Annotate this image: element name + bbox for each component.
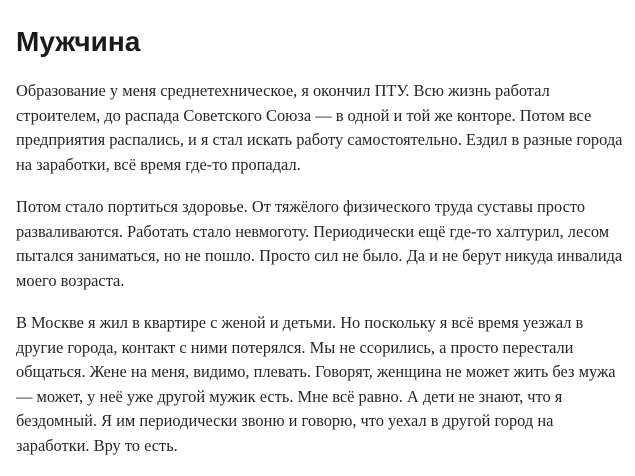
article-title: Мужчина	[16, 26, 141, 57]
article-paragraph-1: Образование у меня среднетехническое, я окончил ПТУ. Всю жизнь работал строителем, до распада Советского Союза — в одной и той же конторе. Потом все предприятия распались, и я стал искать работу самостоятельно. Ездил в разные города на заработки, всё время где-то пропадал.	[16, 81, 623, 174]
article-paragraph-2: Потом стало портиться здоровье. От тяжёлого физического труда суставы просто разваливаются. Работать стало невмоготу. Периодически ещё где-то халтурил, лесом пытался заниматься, но не пошло. Просто сил не было. Да и не берут никуда инвалида моего возраста.	[16, 197, 623, 290]
article	[16, 22, 628, 476]
article-paragraph-3: В Москве я жил в квартире с женой и детьми. Но поскольку я всё время уезжал в другие города, контакт с ними потерялся. Мы не ссорились, а просто перестали общаться. Жене на меня, видимо, плевать. Говорят, женщина не может жить без мужа — может, у неё уже другой мужик есть. Мне всё равно. А дети не знают, что я бездомный. Я им периодически звоню и говорю, что уехал в другой город на заработки. Вру то есть.	[16, 313, 616, 455]
